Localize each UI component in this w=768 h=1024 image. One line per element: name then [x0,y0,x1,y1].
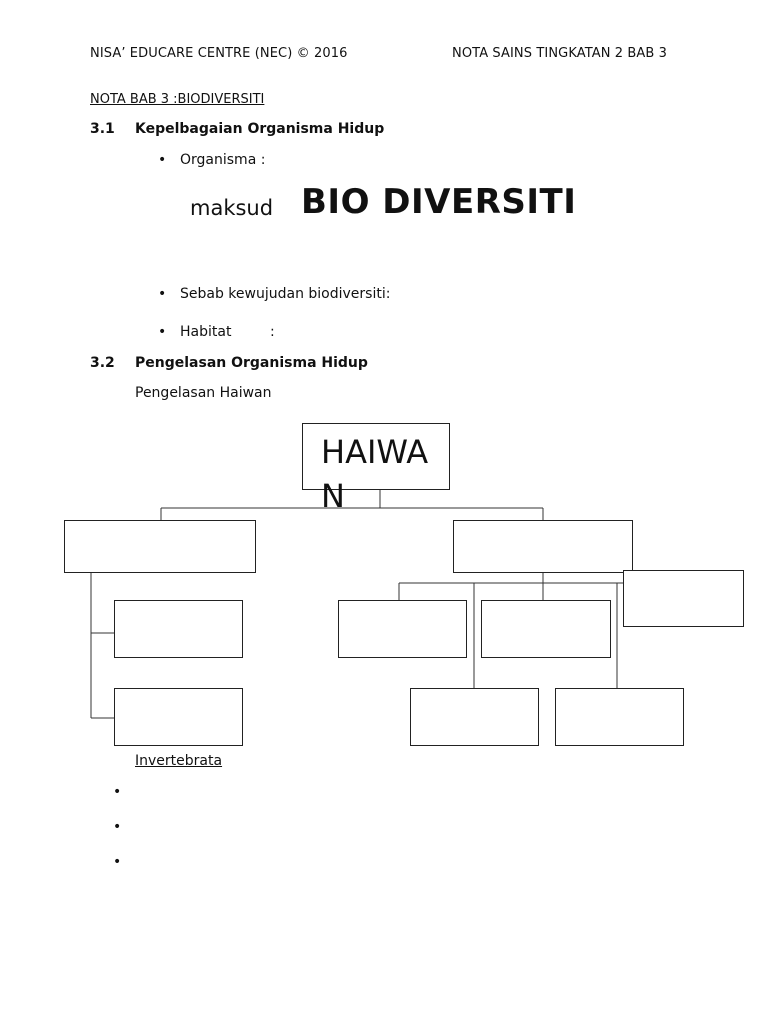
section-2-subtitle: Pengelasan Haiwan [135,385,272,401]
bullet-habitat-label: Habitat [180,324,232,340]
bio-diversiti-title: BIO DIVERSITI [301,182,577,222]
bullet-sebab: Sebab kewujudan biodiversiti: [180,286,391,302]
invertebrata-bullet-dot: • [113,819,122,835]
diagram-box-right-sub-5 [555,688,684,746]
bullet-sebab-dot: • [158,286,167,302]
section-2-number: 3.2 [90,355,115,371]
invertebrata-bullet-dot: • [113,784,122,800]
header-right: NOTA SAINS TINGKATAN 2 BAB 3 [452,46,668,61]
bullet-organisma: Organisma : [180,152,266,168]
note-title: NOTA BAB 3 :BIODIVERSITI [90,92,265,107]
diagram-box-right-sub-2 [481,600,611,658]
invertebrata-bullet-dot: • [113,854,122,870]
diagram-box-right-sub-1 [338,600,467,658]
diagram-box-left-sub-2 [114,688,243,746]
invertebrata-heading: Invertebrata [135,753,223,769]
diagram-box-left-category [64,520,256,573]
maksud-label: maksud [190,196,274,220]
diagram-root-label: HAIWAN [321,433,429,515]
section-1-number: 3.1 [90,121,115,137]
diagram-box-right-sub-4 [410,688,539,746]
bullet-organisma-dot: • [158,152,167,168]
diagram-box-right-sub-3 [623,570,744,627]
diagram-box-right-category [453,520,633,573]
bullet-habitat-colon: : [270,324,275,340]
section-2-title: Pengelasan Organisma Hidup [135,355,368,371]
diagram-root-box [302,423,450,515]
header-left: NISA’ EDUCARE CENTRE (NEC) © 2016 [90,46,348,61]
section-1-title: Kepelbagaian Organisma Hidup [135,121,385,137]
bullet-habitat-dot: • [158,324,167,340]
diagram-box-left-sub-1 [114,600,243,658]
